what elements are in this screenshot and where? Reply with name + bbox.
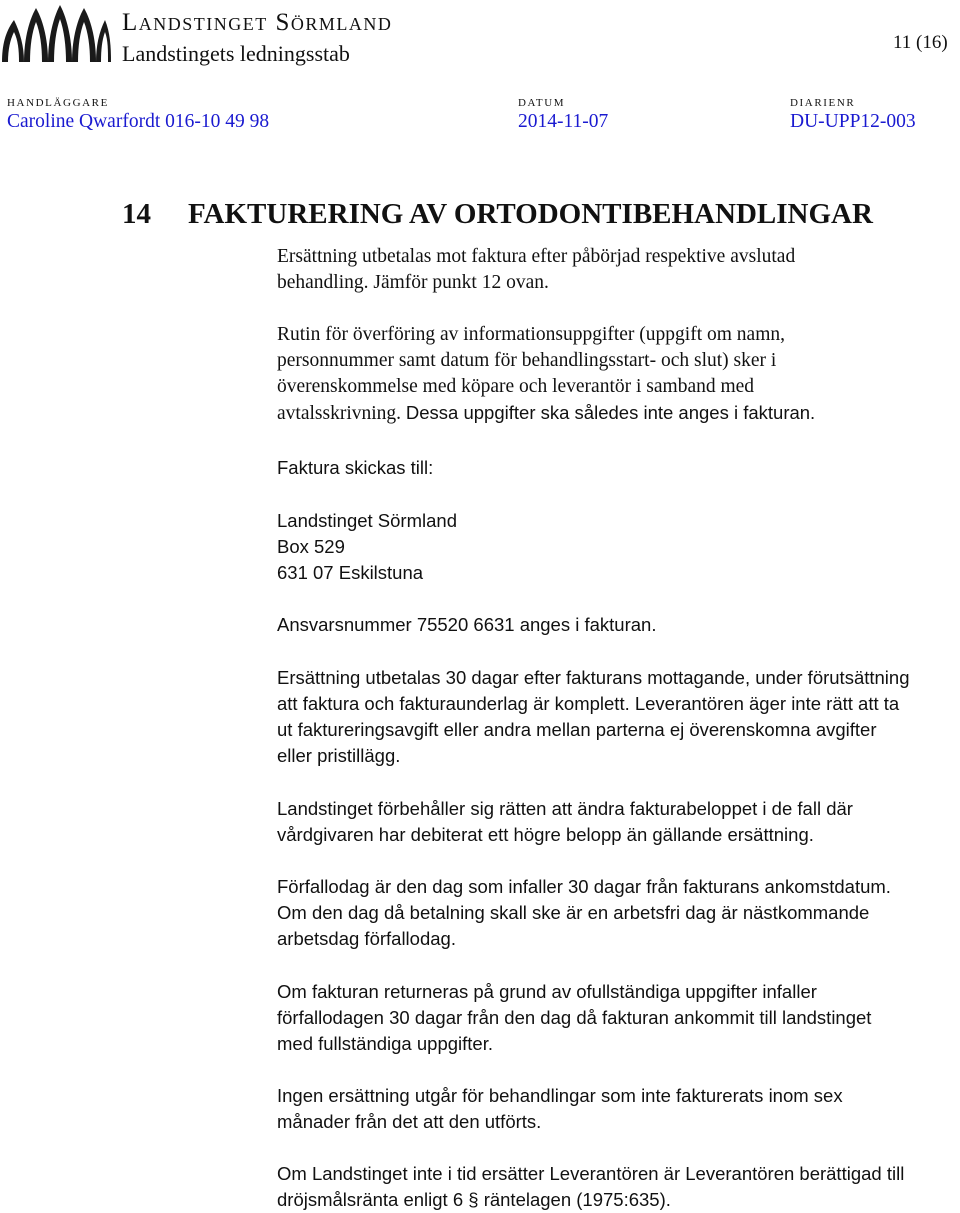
invoice-address: Landstinget Sörmland Box 529 631 07 Eskilstuna xyxy=(277,510,457,583)
paragraph-payment-terms: Ersättning utbetalas 30 dagar efter fakturans mottagande, under förutsättning att faktura och fakturaunderlag är komplett. Leverantören äger inte rätt att ta ut faktureringsavgift eller andra mellan parterna ej överenskomna avgifter eller pristillägg. xyxy=(277,667,910,766)
paragraph-account-number: Ansvarsnummer 75520 6631 anges i fakturan. xyxy=(277,614,657,635)
lotus-logo-icon xyxy=(0,2,112,64)
paragraph-information-routine xyxy=(277,322,957,427)
paragraph-payment-basis: Ersättning utbetalas mot faktura efter påbörjad respektive avslutad behandling. Jämför punkt 12 ovan. xyxy=(277,246,796,293)
paragraph-due-date: Förfallodag är den dag som infaller 30 dagar från fakturans ankomstdatum. Om den dag då betalning skall ske är en arbetsfri dag är nästkommande arbetsdag förfallodag. xyxy=(277,876,891,949)
handlaggare-value: Caroline Qwarfordt 016-10 49 98 xyxy=(7,111,270,132)
section-number: 14 xyxy=(122,198,151,230)
paragraph-returned-invoice: Om fakturan returneras på grund av ofullständiga uppgifter infaller förfallodagen 30 dagar från den dag då fakturan ankommit till landstinget med fullständiga uppgifter. xyxy=(277,981,872,1054)
paragraph-six-month-limit: Ingen ersättning utgår för behandlingar som inte fakturerats inom sex månader från det att den utförts. xyxy=(277,1085,843,1132)
diarienr-value: DU-UPP12-003 xyxy=(790,111,916,132)
paragraph-invoice-adjustment: Landstinget förbehåller sig rätten att ändra fakturabeloppet i de fall där vårdgivaren har debiterat ett högre belopp än gällande ersättning. xyxy=(277,798,853,845)
section-title: FAKTURERING AV ORTODONTIBEHANDLINGAR xyxy=(188,198,873,230)
datum-value: 2014-11-07 xyxy=(518,111,609,132)
paragraph-information-routine-note: Dessa uppgifter ska således inte anges i fakturan. xyxy=(405,402,816,423)
paragraph-invoice-recipient: Faktura skickas till: xyxy=(277,457,434,478)
datum-label: DATUM xyxy=(518,97,566,109)
diarienr-label: DIARIENR xyxy=(790,97,856,109)
dept-name: Landstingets ledningsstab xyxy=(122,41,350,66)
org-name: Landstinget Sörmland xyxy=(122,9,393,36)
paragraph-information-routine-text: Rutin för överföring av informationsuppgifter (uppgift om namn, personnummer samt datum för behandlingsstart- och slut) sker i överenskommelse med köpare och leverantör i samband med avtalsskrivning. xyxy=(277,324,785,424)
page-number: 11 (16) xyxy=(893,32,948,53)
handlaggare-label: HANDLÄGGARE xyxy=(7,97,109,109)
section-heading xyxy=(122,198,873,231)
paragraph-late-interest: Om Landstinget inte i tid ersätter Leverantören är Leverantören berättigad till dröjsmålsränta enligt 6 § räntelagen (1975:635). xyxy=(277,1163,905,1210)
